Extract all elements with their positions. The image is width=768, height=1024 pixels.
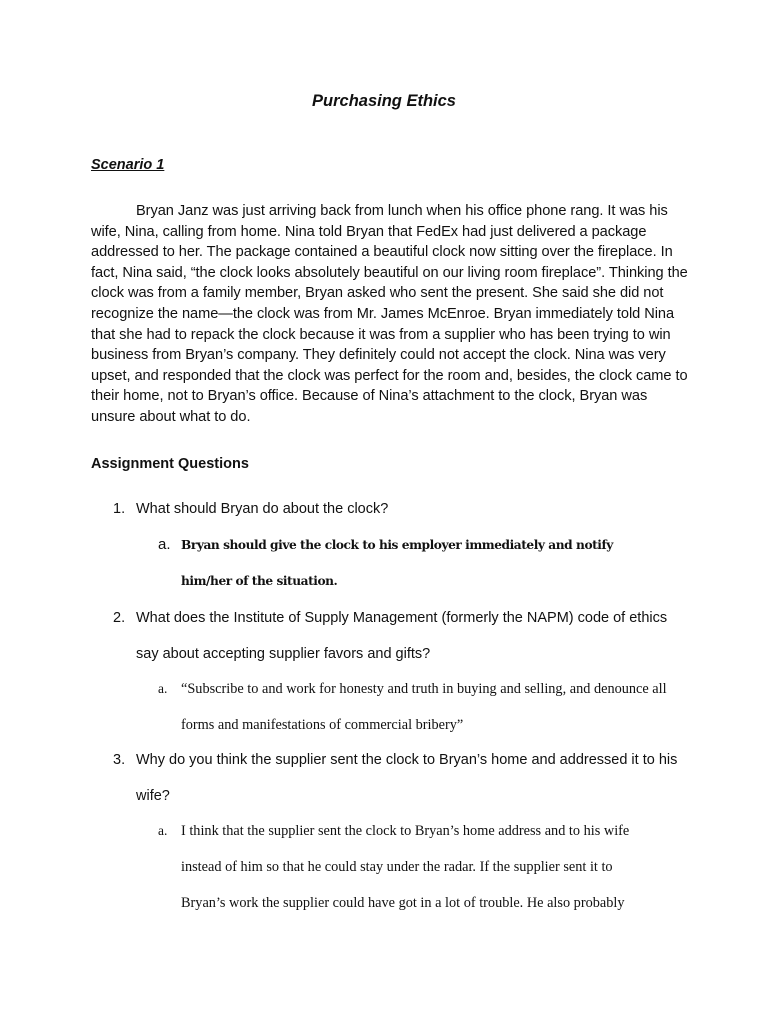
answer-2 — [158, 671, 683, 743]
answer-letter: a. — [158, 681, 168, 696]
scenario-heading: Scenario 1 — [91, 157, 165, 173]
answer-text: Bryan should give the clock to his employer immediately and notify him/her of the situation. — [181, 538, 613, 588]
answer-text: I think that the supplier sent the clock to Bryan’s home address and to his wife instead of him so that he could stay under the radar. If the supplier sent it to Bryan’s work the supplier could have got in a lot of trouble. He also probably — [181, 823, 630, 911]
document-title: Purchasing Ethics — [312, 92, 456, 110]
question-1 — [113, 491, 693, 527]
question-number: 2. — [113, 610, 126, 626]
answer-text: “Subscribe to and work for honesty and truth in buying and selling, and denounce all forms and manifestations of commercial bribery” — [181, 681, 667, 733]
question-3 — [113, 742, 693, 814]
scenario-paragraph: Bryan Janz was just arriving back from lunch when his office phone rang. It was his wife, Nina, calling from home. Nina told Bryan that FedEx had just delivered a package addressed to her. The package contained a beautiful clock now sitting over the fireplace. In fact, Nina said, “the clock looks absolutely beautiful on our living room fireplace”. Thinking the clock was from a family member, Bryan asked who sent the present. She said she did not recognize the name—the clock was from Mr. James McEnroe. Bryan immediately told Nina that she had to repack the clock because it was from a supplier who has been trying to win business from Bryan’s company. They definitely could not accept the clock. Nina was very upset, and responded that the clock was perfect for the room and, besides, the clock came to their home, not to Bryan’s office. Because of Nina’s attachment to the clock, Bryan was unsure about what to do. — [91, 203, 688, 425]
answer-3 — [158, 813, 658, 921]
answer-letter: a. — [158, 823, 168, 838]
answer-1 — [158, 527, 658, 599]
question-2 — [113, 600, 693, 672]
question-text: Why do you think the supplier sent the clock to Bryan’s home and addressed it to his wife? — [136, 752, 678, 804]
question-number: 1. — [113, 501, 126, 517]
question-text: What does the Institute of Supply Management (formerly the NAPM) code of ethics say about accepting supplier favors and gifts? — [136, 610, 668, 662]
question-text: What should Bryan do about the clock? — [136, 501, 389, 517]
assignment-heading: Assignment Questions — [91, 456, 249, 472]
question-number: 3. — [113, 752, 126, 768]
answer-letter: a. — [158, 536, 171, 553]
